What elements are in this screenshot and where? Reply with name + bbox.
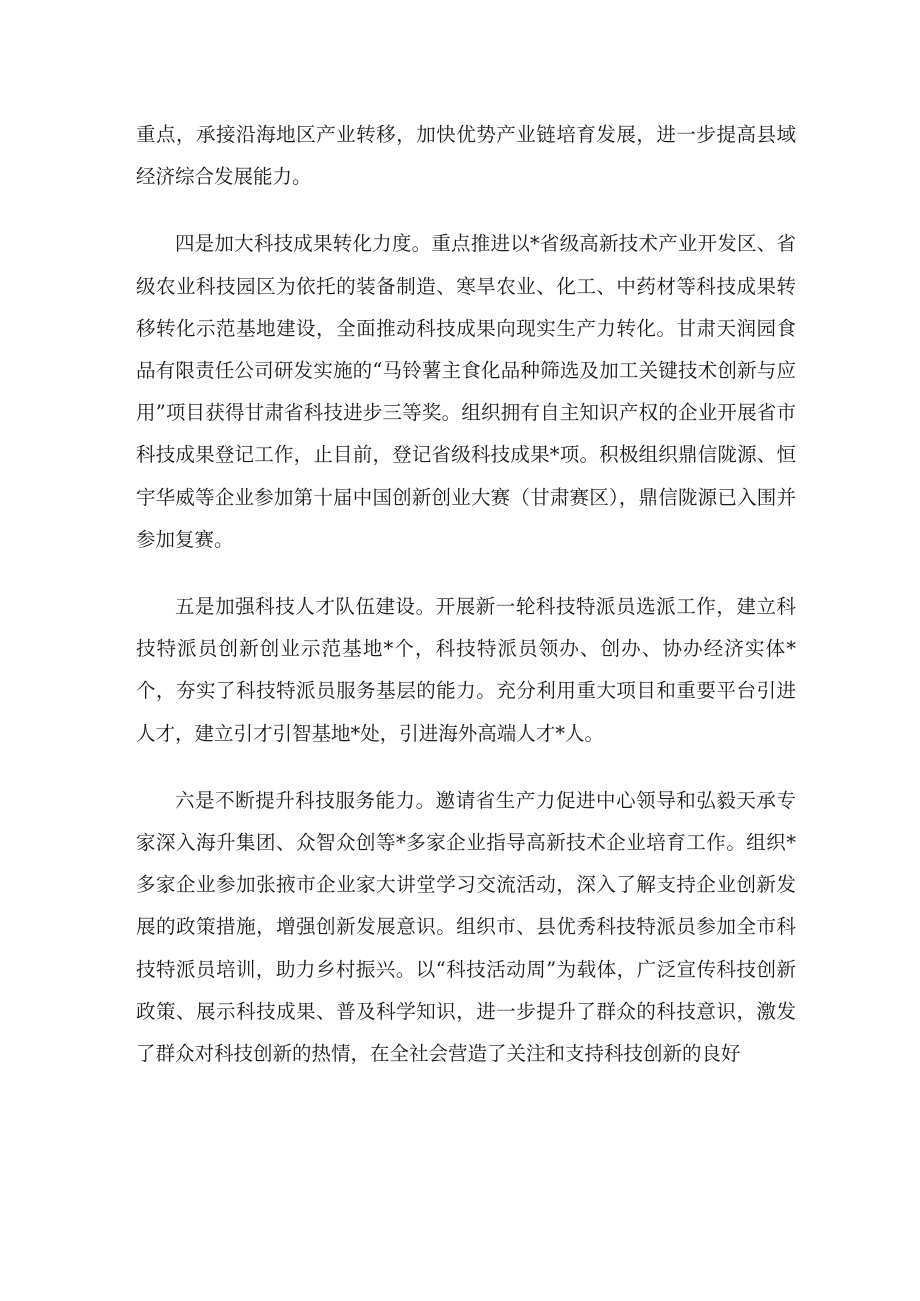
paragraph-sci-tech-transfer: 四是加大科技成果转化力度。重点推进以*省级高新技术产业开发区、省级农业科技园区为依托的装备制造、寒旱农业、化工、中药材等科技成果转移转化示范基地建设，全面推动科技成果向现实生产力转化。甘肃天润园食品有限责任公司研发实施的“马铃薯主食化品种筛选及加工关键技术创新与应用”项目获得甘肃省科技进步三等奖。组织拥有自主知识产权的企业开展省市科技成果登记工作，止目前，登记省级科技成果*项。积极组织鼎信陇源、恒宇华威等企业参加第十届中国创新创业大赛（甘肃赛区），鼎信陇源已入围并参加复赛。 <box>136 232 796 551</box>
document-body <box>136 114 796 1075</box>
paragraph-continuation: 重点，承接沿海地区产业转移，加快优势产业链培育发展，进一步提高县域经济综合发展能力。 <box>136 123 796 189</box>
paragraph-service-capacity: 六是不断提升科技服务能力。邀请省生产力促进中心领导和弘毅天承专家深入海升集团、众智众创等*多家企业指导高新技术企业培育工作。组织*多家企业参加张掖市企业家大讲堂学习交流活动，深入了解支持企业创新发展的政策措施，增强创新发展意识。组织市、县优秀科技特派员参加全市科技特派员培训，助力乡村振兴。以“科技活动周”为载体，广泛宣传科技创新政策、展示科技成果、普及科学知识，进一步提升了群众的科技意识，激发了群众对科技创新的热情，在全社会营造了关注和支持科技创新的良好 <box>136 788 796 1066</box>
paragraph-talent-team: 五是加强科技人才队伍建设。开展新一轮科技特派员选派工作，建立科技特派员创新创业示范基地*个，科技特派员领办、创办、协办经济实体*个，夯实了科技特派员服务基层的能力。充分利用重大项目和重要平台引进人才，建立引才引智基地*处，引进海外高端人才*人。 <box>136 595 796 745</box>
